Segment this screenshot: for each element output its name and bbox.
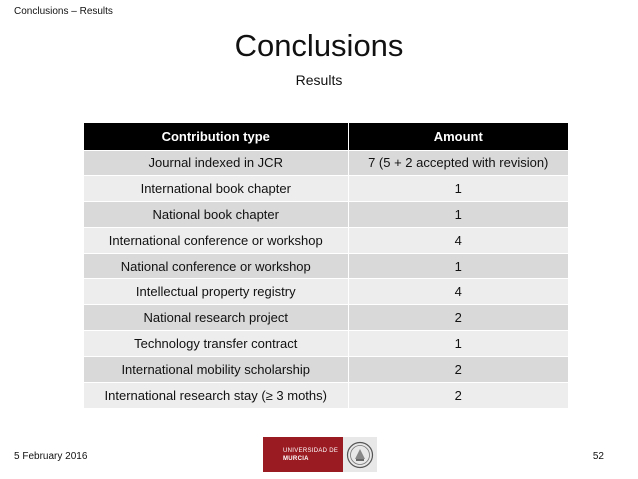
column-header-contribution-type: Contribution type [84, 123, 348, 150]
amount-cell: 2 [348, 305, 568, 331]
table-row [84, 202, 568, 228]
column-header-amount: Amount [348, 123, 568, 150]
table-row [84, 176, 568, 202]
amount-cell: 4 [348, 227, 568, 253]
amount-cell: 1 [348, 331, 568, 357]
university-logo [263, 437, 377, 472]
contribution-type-cell: Journal indexed in JCR [84, 150, 348, 176]
logo-wordmark [263, 437, 343, 472]
table-row [84, 305, 568, 331]
table-row [84, 279, 568, 305]
table-row [84, 150, 568, 176]
contribution-type-cell: National research project [84, 305, 348, 331]
seal-icon [343, 437, 377, 472]
contribution-type-cell: International mobility scholarship [84, 356, 348, 382]
footer-date: 5 February 2016 [14, 451, 88, 462]
amount-cell: 1 [348, 176, 568, 202]
contribution-type-cell: Technology transfer contract [84, 331, 348, 357]
contribution-type-cell: International research stay (≥ 3 moths) [84, 382, 348, 408]
table-row [84, 356, 568, 382]
breadcrumb: Conclusions – Results [14, 6, 113, 17]
table-row [84, 227, 568, 253]
page-title: Conclusions [234, 28, 404, 63]
contribution-type-cell: National book chapter [84, 202, 348, 228]
table-row [84, 382, 568, 408]
amount-cell: 2 [348, 356, 568, 382]
table-row [84, 253, 568, 279]
page-subtitle: Results [295, 72, 343, 88]
logo-line-1: UNIVERSIDAD DE [283, 447, 339, 454]
table-row [84, 331, 568, 357]
contribution-type-cell: National conference or workshop [84, 253, 348, 279]
logo-line-2: MURCIA [283, 455, 309, 462]
amount-cell: 4 [348, 279, 568, 305]
results-table [84, 123, 568, 408]
contribution-type-cell: Intellectual property registry [84, 279, 348, 305]
amount-cell: 2 [348, 382, 568, 408]
contribution-type-cell: International book chapter [84, 176, 348, 202]
amount-cell: 1 [348, 202, 568, 228]
amount-cell: 7 (5 + 2 accepted with revision) [348, 150, 568, 176]
contribution-type-cell: International conference or workshop [84, 227, 348, 253]
table-header-row [84, 123, 568, 150]
amount-cell: 1 [348, 253, 568, 279]
page-number: 52 [592, 451, 604, 462]
